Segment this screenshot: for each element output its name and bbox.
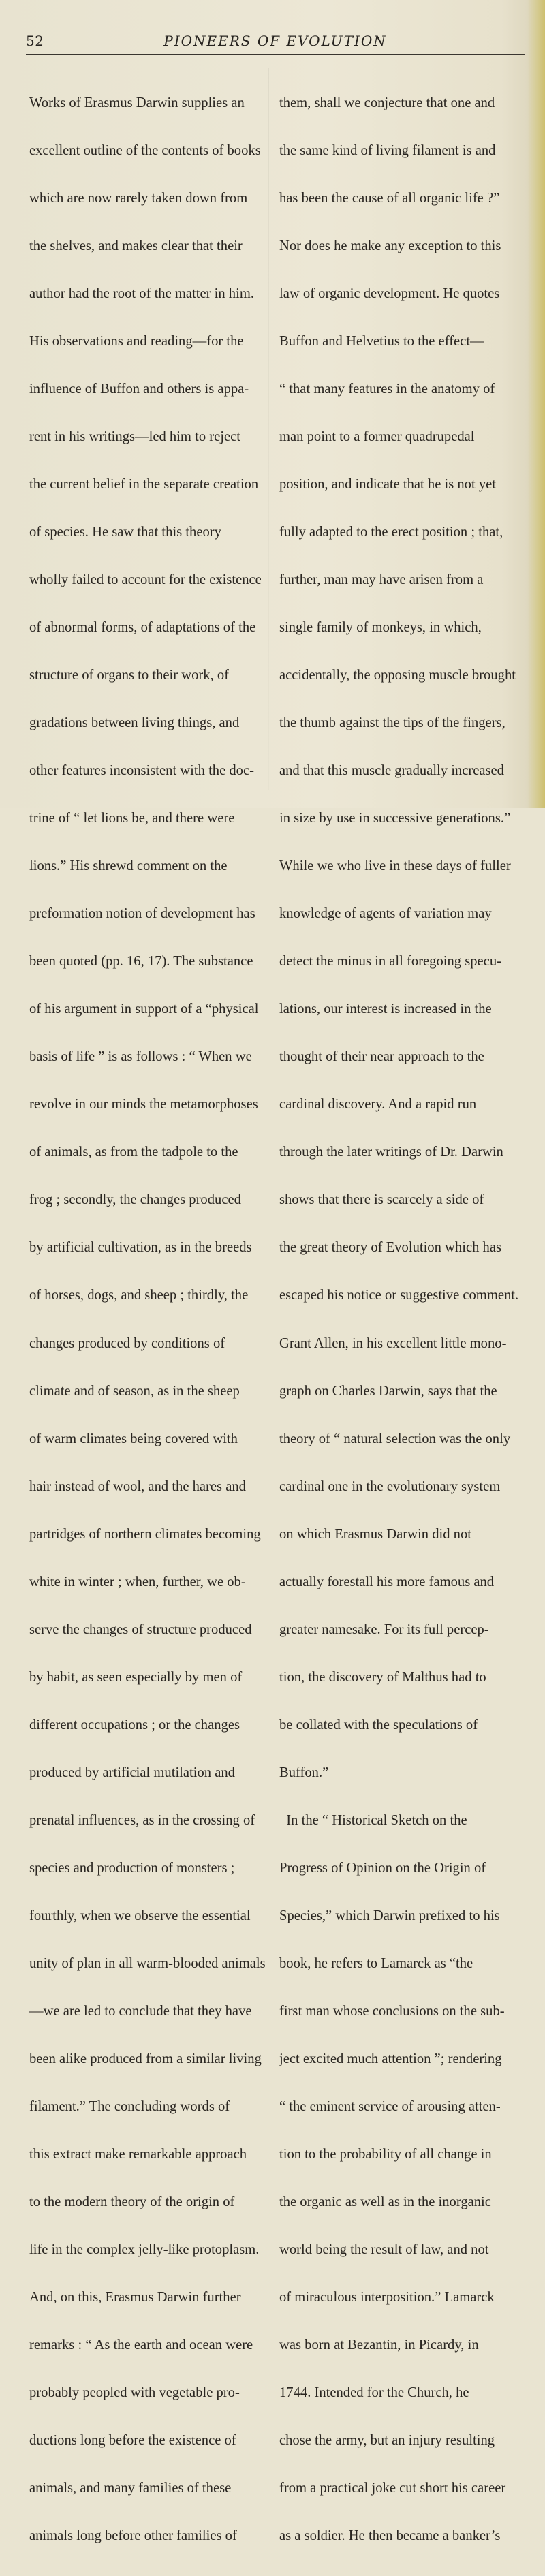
text-line: by artificial cultivation, as in the breeds [29,1240,252,1256]
page-number: 52 [26,33,44,49]
text-line: Buffon and Helvetius to the effect— [279,333,484,349]
text-line: fourthly, when we observe the essential [29,1908,251,1923]
text-line: been alike produced from a similar living [29,2051,262,2066]
text-line: preformation notion of development has [29,906,255,922]
text-line: position, and indicate that he is not yet [279,476,496,492]
text-line: different occupations ; or the changes [29,1717,240,1733]
text-line: species and production of monsters ; [29,1860,235,1876]
text-line: single family of monkeys, in which, [279,620,482,636]
text-line: by habit, as seen especially by men of [29,1669,243,1685]
text-line: produced by artificial mutilation and [29,1765,235,1780]
text-line: greater namesake. For its full percep- [279,1621,489,1637]
text-line: to the modern theory of the origin of [29,2194,235,2210]
text-line: accidentally, the opposing muscle brought [279,668,516,683]
text-line: of his argument in support of a “physical [29,1002,259,1017]
text-line: climate and of season, as in the sheep [29,1383,240,1399]
text-line: shows that there is scarcely a side of [279,1192,484,1208]
text-line: trine of “ let lions be, and there were [29,811,235,826]
text-line: the shelves, and makes clear that their [29,238,243,253]
text-line: revolve in our minds the metamorphoses [29,1097,258,1113]
text-line: lations, our interest is increased in the [279,1002,492,1017]
text-line: chose the army, but an injury resulting [279,2433,495,2449]
text-line: in size by use in successive generations.” [279,811,511,826]
text-line: animals long before other families of [29,2528,237,2544]
text-line: of species. He saw that this theory [29,524,221,540]
text-line: wholly failed to account for the existence [29,572,262,587]
text-line: ject excited much attention ”; rendering [279,2051,502,2066]
text-line: frog ; secondly, the changes produced [29,1192,241,1208]
text-line: of miraculous interposition.” Lamarck [279,2290,495,2306]
running-head: PIONEERS OF EVOLUTION [164,33,387,49]
text-line: influence of Buffon and others is appa- [29,381,249,397]
text-line: as a soldier. He then became a banker’s [279,2528,501,2544]
text-line: In the “ Historical Sketch on the [279,1812,467,1828]
text-line: hair instead of wool, and the hares and [29,1478,246,1494]
text-line: from a practical joke cut short his career [279,2481,506,2496]
text-line: of abnormal forms, of adaptations of the [29,620,256,636]
text-line: further, man may have arisen from a [279,572,484,587]
text-line: on which Erasmus Darwin did not [279,1526,471,1542]
text-line: escaped his notice or suggestive comment. [279,1288,519,1303]
text-line: animals, and many families of these [29,2481,232,2496]
text-line: graph on Charles Darwin, says that the [279,1383,497,1399]
text-line: theory of “ natural selection was the only [279,1431,511,1446]
text-line: man point to a former quadrupedal [279,429,475,444]
text-line: the same kind of living filament is and [279,142,496,158]
text-line: the organic as well as in the inorganic [279,2194,491,2210]
text-line: thought of their near approach to the [279,1049,484,1065]
text-line: law of organic development. He quotes [279,285,500,301]
text-line: lions.” His shrewd comment on the [29,858,228,874]
text-line: detect the minus in all foregoing specu- [279,954,501,969]
text-line: ductions long before the existence of [29,2433,236,2449]
text-line: partridges of northern climates becoming [29,1526,261,1542]
text-line: the great theory of Evolution which has [279,1240,501,1256]
text-line: the thumb against the tips of the fingers, [279,715,505,731]
text-line: gradations between living things, and [29,715,240,731]
text-line: which are now rarely taken down from [29,190,248,206]
right-column [279,63,526,2576]
text-line: knowledge of agents of variation may [279,906,492,922]
text-line: them, shall we conjecture that one and [279,95,495,110]
text-line: of horses, dogs, and sheep ; thirdly, the [29,1288,249,1303]
text-line: excellent outline of the contents of books [29,142,261,158]
text-line: first man whose conclusions on the sub- [279,2003,505,2019]
text-line: Progress of Opinion on the Origin of [279,1860,486,1876]
text-line: rent in his writings—led him to reject [29,429,240,444]
text-line: “ that many features in the anatomy of [279,381,495,397]
text-line: be collated with the speculations of [279,1717,478,1733]
text-line: white in winter ; when, further, we ob- [29,1574,246,1589]
text-line: actually forestall his more famous and [279,1574,495,1589]
text-line: of warm climates being covered with [29,1431,238,1446]
text-line: filament.” The concluding words of [29,2099,230,2114]
text-line: author had the root of the matter in him. [29,285,254,301]
text-line: and that this muscle gradually increased [279,763,504,779]
text-line: this extract make remarkable approach [29,2147,247,2162]
text-line: tion to the probability of all change in [279,2147,492,2162]
text-line: basis of life ” is as follows : “ When we [29,1049,252,1065]
text-line: tion, the discovery of Malthus had to [279,1669,486,1685]
left-column [29,63,266,2576]
header-rule [26,54,525,55]
text-line: has been the cause of all organic life ?” [279,190,500,206]
text-line: 1744. Intended for the Church, he [279,2385,469,2401]
text-line: other features inconsistent with the doc- [29,763,254,779]
text-line: Nor does he make any exception to this [279,238,501,253]
page-header [26,29,525,50]
text-line: been quoted (pp. 16, 17). The substance [29,954,253,969]
text-line: “ the eminent service of arousing atten- [279,2099,501,2114]
page-edge [527,0,545,808]
text-line: And, on this, Erasmus Darwin further [29,2290,241,2306]
text-line: unity of plan in all warm-blooded animals [29,1955,266,1971]
text-line: of animals, as from the tadpole to the [29,1145,238,1160]
text-line: through the later writings of Dr. Darwin [279,1145,503,1160]
column-gutter [268,68,269,790]
text-line: Works of Erasmus Darwin supplies an [29,95,245,110]
text-line: was born at Bezantin, in Picardy, in [279,2338,479,2353]
text-line: remarks : “ As the earth and ocean were [29,2338,253,2353]
text-line: life in the complex jelly-like protoplasm. [29,2242,260,2258]
text-line: world being the result of law, and not [279,2242,489,2258]
text-line: fully adapted to the erect position ; that, [279,524,503,540]
text-line: Species,” which Darwin prefixed to his [279,1908,500,1923]
text-line: structure of organs to their work, of [29,668,230,683]
text-line: probably peopled with vegetable pro- [29,2385,240,2401]
text-line: prenatal influences, as in the crossing of [29,1812,255,1828]
text-line: changes produced by conditions of [29,1335,225,1351]
text-line: cardinal discovery. And a rapid run [279,1097,477,1113]
text-line: the current belief in the separate creation [29,476,259,492]
text-line: cardinal one in the evolutionary system [279,1478,501,1494]
text-line: book, he refers to Lamarck as “the [279,1955,473,1971]
text-line: Buffon.” [279,1765,329,1780]
text-line: —we are led to conclude that they have [29,2003,252,2019]
text-line: His observations and reading—for the [29,333,244,349]
text-line: serve the changes of structure produced [29,1621,252,1637]
text-line: Grant Allen, in his excellent little mono- [279,1335,507,1351]
text-line: While we who live in these days of fuller [279,858,511,874]
